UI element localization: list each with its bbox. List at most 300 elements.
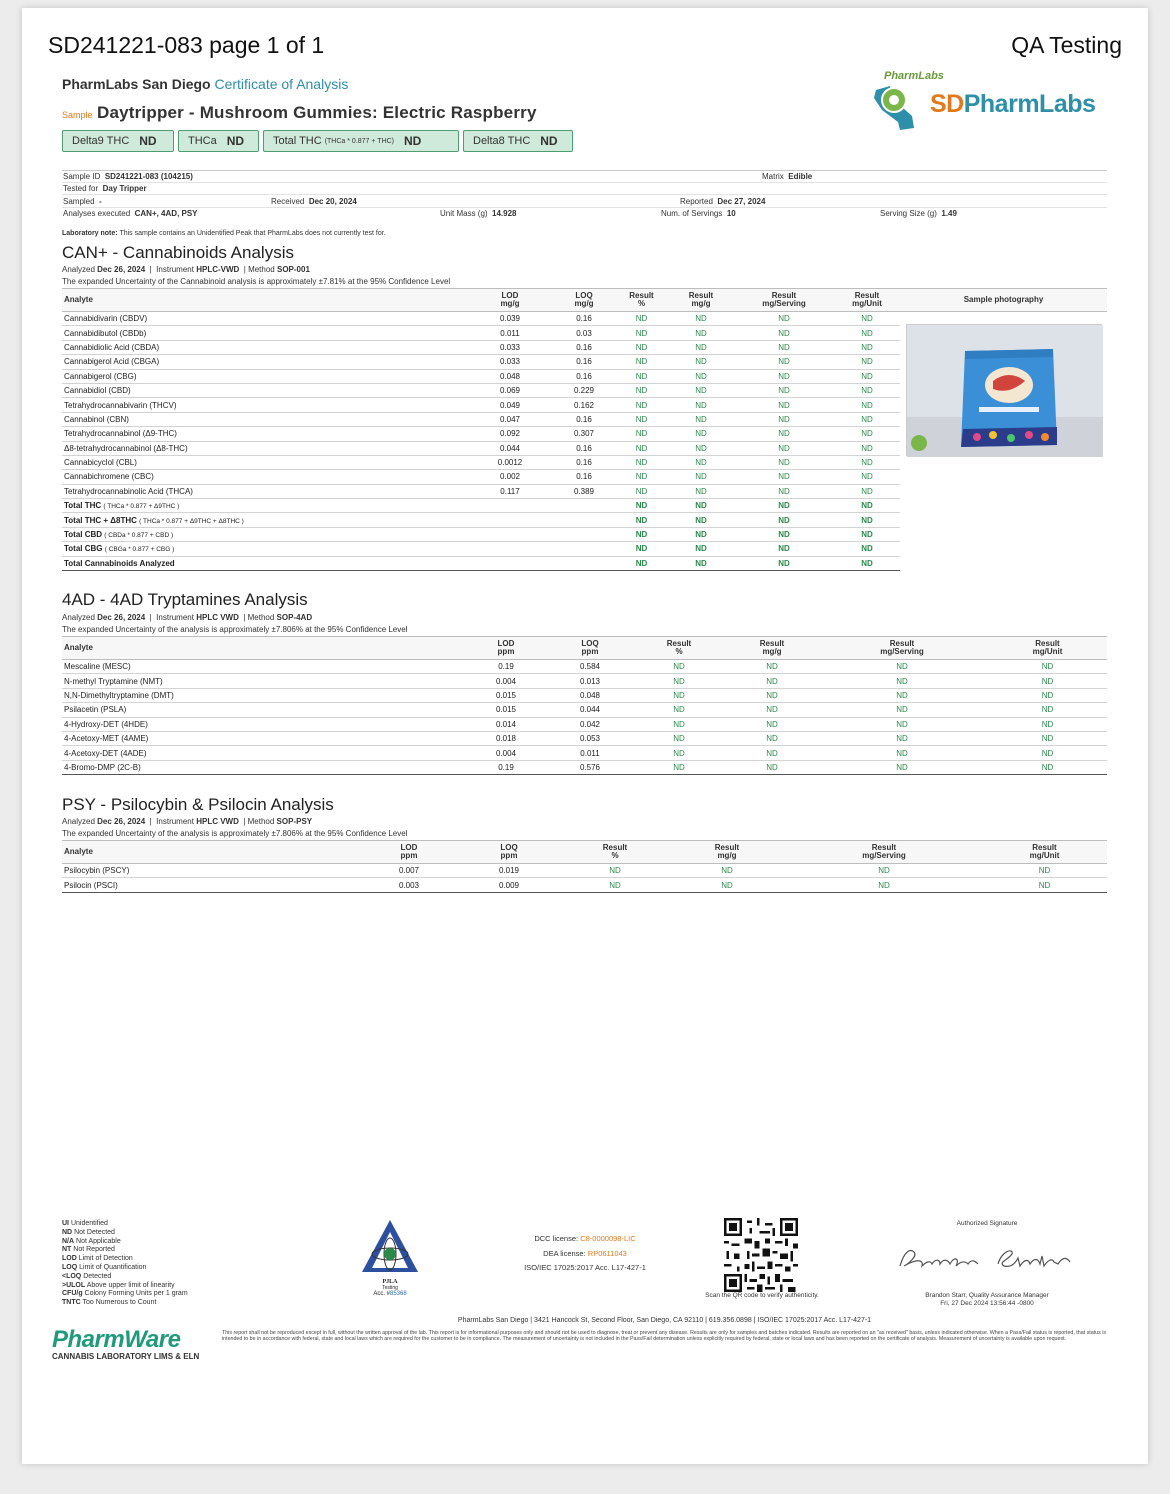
result-cell: ND xyxy=(668,542,734,556)
table-row xyxy=(62,674,1107,688)
meta-received: Received Dec 20, 2024 xyxy=(271,197,357,206)
result-cell: ND xyxy=(734,470,834,484)
legend-item: >ULOL Above upper limit of linearity xyxy=(62,1281,175,1289)
analyte-cell: Tetrahydrocannabivarin (THCV) xyxy=(62,398,467,412)
limit-cell: 0.019 xyxy=(456,864,562,878)
result-cell: ND xyxy=(615,470,668,484)
limit-cell: 0.014 xyxy=(462,717,550,731)
result-cell: ND xyxy=(668,484,734,498)
table-row xyxy=(62,731,1107,745)
limit-cell: 0.003 xyxy=(362,878,456,892)
psy-section-title: PSY - Psilocybin & Psilocin Analysis xyxy=(62,795,334,814)
analyte-cell: Δ8-tetrahydrocannabinol (Δ8-THC) xyxy=(62,441,467,455)
limit-cell: 0.16 xyxy=(553,355,615,369)
pjla-acc: Acc. #85368 xyxy=(373,1291,407,1297)
col-lod: LOD mg/g xyxy=(467,289,553,312)
meta-serving-size: Serving Size (g) 1.49 xyxy=(880,209,957,218)
result-cell: ND xyxy=(728,760,816,774)
result-cell: ND xyxy=(834,312,900,326)
col-result-mgg: Result mg/g xyxy=(668,841,786,864)
meta-matrix: Matrix Edible xyxy=(762,172,813,181)
limit-cell xyxy=(467,513,553,527)
limit-cell: 0.048 xyxy=(550,688,630,702)
result-cell: ND xyxy=(816,660,988,674)
result-cell: ND xyxy=(734,355,834,369)
result-cell: ND xyxy=(834,326,900,340)
table-row xyxy=(62,412,900,426)
verification-qr-code[interactable] xyxy=(724,1218,798,1292)
result-cell: ND xyxy=(615,326,668,340)
limit-cell: 0.162 xyxy=(553,398,615,412)
signature-title: Authorized Signature xyxy=(956,1220,1018,1227)
table-row xyxy=(62,513,900,527)
result-cell: ND xyxy=(988,674,1107,688)
result-cell: ND xyxy=(668,455,734,469)
analyte-cell: Tetrahydrocannabinol (Δ9-THC) xyxy=(62,427,467,441)
limit-cell: 0.018 xyxy=(462,731,550,745)
result-cell: ND xyxy=(734,369,834,383)
meta-reported: Reported Dec 27, 2024 xyxy=(680,197,766,206)
result-cell: ND xyxy=(734,326,834,340)
result-cell: ND xyxy=(668,556,734,570)
logo-sd: SD xyxy=(930,90,964,118)
analyte-cell: Cannabigerol Acid (CBGA) xyxy=(62,355,467,369)
abbreviation-legend xyxy=(62,1220,188,1308)
limit-cell: 0.004 xyxy=(462,746,550,760)
pill-label: Delta9 THC xyxy=(72,135,130,147)
col-result-mgs: Result mg/Serving xyxy=(816,637,988,660)
analyte-cell: 4-Bromo-DMP (2C-B) xyxy=(62,760,462,774)
limit-cell: 0.007 xyxy=(362,864,456,878)
psy-uncertainty: The expanded Uncertainty of the analysis is approximately ±7.806% at the 95% Confidence Level xyxy=(62,829,408,838)
logo-rest: PharmLabs xyxy=(963,90,1096,118)
result-cell: ND xyxy=(615,355,668,369)
sample-photo-header: Sample photography xyxy=(900,288,1107,312)
meta-sampled: Sampled - xyxy=(63,197,102,206)
result-cell: ND xyxy=(734,412,834,426)
col-result-mgu: Result mg/Unit xyxy=(834,289,900,312)
limit-cell: 0.069 xyxy=(467,383,553,397)
meta-divider xyxy=(62,207,1107,208)
limit-cell: 0.117 xyxy=(467,484,553,498)
result-cell: ND xyxy=(630,746,728,760)
can-analyzed-line: Analyzed Dec 26, 2024 | Instrument HPLC-VWD | Method SOP-001 xyxy=(62,265,310,274)
pill-value: ND xyxy=(139,134,157,148)
analyte-cell: Cannabidibutol (CBDb) xyxy=(62,326,467,340)
result-cell: ND xyxy=(615,312,668,326)
pjla-sub: Testing xyxy=(382,1285,398,1291)
limit-cell: 0.389 xyxy=(553,484,615,498)
result-cell: ND xyxy=(834,398,900,412)
ad-uncertainty: The expanded Uncertainty of the analysis is approximately ±7.806% at the 95% Confidence Level xyxy=(62,625,408,634)
result-cell: ND xyxy=(834,383,900,397)
limit-cell: 0.16 xyxy=(553,369,615,383)
col-result-mgu: Result mg/Unit xyxy=(982,841,1107,864)
table-row xyxy=(62,355,900,369)
analyte-cell: Cannabigerol (CBG) xyxy=(62,369,467,383)
table-row xyxy=(62,312,900,326)
table-row xyxy=(62,660,1107,674)
sample-photo xyxy=(906,324,1102,456)
analyte-cell: Cannabichromene (CBC) xyxy=(62,470,467,484)
result-cell: ND xyxy=(630,717,728,731)
result-cell: ND xyxy=(630,674,728,688)
legend-item: NT Not Reported xyxy=(62,1246,115,1254)
table-row xyxy=(62,499,900,513)
limit-cell: 0.229 xyxy=(553,383,615,397)
sdpharmlabs-logo xyxy=(868,70,1108,132)
pharmware-tagline: CANNABIS LABORATORY LIMS & ELN xyxy=(52,1352,200,1361)
result-cell: ND xyxy=(786,864,982,878)
result-cell: ND xyxy=(615,412,668,426)
coa-page xyxy=(22,8,1148,1464)
result-cell: ND xyxy=(988,731,1107,745)
result-cell: ND xyxy=(734,455,834,469)
meta-analyses: Analyses executed CAN+, 4AD, PSY xyxy=(63,209,198,218)
analyte-cell: N,N-Dimethyltryptamine (DMT) xyxy=(62,688,462,702)
result-cell: ND xyxy=(728,717,816,731)
limit-cell: 0.0012 xyxy=(467,455,553,469)
result-cell: ND xyxy=(615,499,668,513)
analyte-cell: N-methyl Tryptamine (NMT) xyxy=(62,674,462,688)
limit-cell xyxy=(553,556,615,570)
limit-cell: 0.16 xyxy=(553,470,615,484)
california-map-icon xyxy=(868,76,930,132)
result-cell: ND xyxy=(816,760,988,774)
result-cell: ND xyxy=(615,383,668,397)
col-lod: LOD ppm xyxy=(462,637,550,660)
pill-label: THCa xyxy=(188,135,217,147)
table-row xyxy=(62,717,1107,731)
result-cell: ND xyxy=(816,746,988,760)
can-uncertainty: The expanded Uncertainty of the Cannabinoid analysis is approximately ±7.81% at the 95% Confidence Level xyxy=(62,277,451,286)
result-cell: ND xyxy=(734,427,834,441)
table-row xyxy=(62,746,1107,760)
col-analyte: Analyte xyxy=(62,841,362,864)
sample-label: Sample xyxy=(62,110,93,120)
meta-unit-mass: Unit Mass (g) 14.928 xyxy=(440,209,517,218)
result-cell: ND xyxy=(834,355,900,369)
footer-disclaimer: This report shall not be reproduced except in full, without the written approval of the lab. This report is for informational purposes only and should not be used to diagnose, treat or prevent any disease. Results are only for samples and batches indicated. Results are reported on an "as received" basis, unless indicated otherwise. When a Pass/Fail status is reported, that status is intended to be in accordance with federal, state and local laws which are required for the customer to be in compliance. The measurement of uncertainty is not included in the Pass/Fail determination unless explicitly required by federal, state or local laws and has been reported on the certificate of analysis. Measurement of uncertainty is available upon request. xyxy=(222,1330,1107,1342)
analyte-cell: Total Cannabinoids Analyzed xyxy=(62,556,467,570)
sample-title xyxy=(62,103,537,123)
limit-cell: 0.053 xyxy=(550,731,630,745)
limit-cell: 0.009 xyxy=(456,878,562,892)
limit-cell: 0.03 xyxy=(553,326,615,340)
result-cell: ND xyxy=(615,398,668,412)
limit-cell: 0.584 xyxy=(550,660,630,674)
analyte-cell: 4-Acetoxy-MET (4AME) xyxy=(62,731,462,745)
psy-analyzed-line: Analyzed Dec 26, 2024 | Instrument HPLC VWD | Method SOP-PSY xyxy=(62,817,313,826)
iso-accreditation: ISO/IEC 17025:2017 Acc. L17-427-1 xyxy=(524,1263,646,1272)
analyte-cell: Psilocin (PSCI) xyxy=(62,878,362,892)
pill-thca xyxy=(178,130,259,152)
meta-divider xyxy=(62,170,1107,171)
pharmware-name: PharmWare xyxy=(52,1326,181,1353)
col-loq: LOQ ppm xyxy=(456,841,562,864)
analyte-cell: Cannabidiolic Acid (CBDA) xyxy=(62,340,467,354)
col-result-pct: Result % xyxy=(562,841,668,864)
footer-address: PharmLabs San Diego | 3421 Hancock St, Second Floor, San Diego, CA 92110 | 619.356.0898 | ISO/IEC 17025:2017 Acc. L17-427-1 xyxy=(457,1317,872,1324)
limit-cell: 0.576 xyxy=(550,760,630,774)
result-cell: ND xyxy=(630,731,728,745)
pill-value: ND xyxy=(404,134,422,148)
result-cell: ND xyxy=(615,513,668,527)
result-cell: ND xyxy=(982,864,1107,878)
col-result-pct: Result % xyxy=(615,289,668,312)
result-cell: ND xyxy=(734,484,834,498)
limit-cell: 0.015 xyxy=(462,703,550,717)
result-cell: ND xyxy=(562,878,668,892)
result-cell: ND xyxy=(834,499,900,513)
result-cell: ND xyxy=(834,527,900,541)
col-loq: LOQ ppm xyxy=(550,637,630,660)
meta-servings: Num. of Servings 10 xyxy=(661,209,736,218)
result-cell: ND xyxy=(728,660,816,674)
result-cell: ND xyxy=(816,674,988,688)
pjla-logo-icon xyxy=(358,1216,422,1278)
limit-cell: 0.16 xyxy=(553,340,615,354)
result-cell: ND xyxy=(982,878,1107,892)
limit-cell xyxy=(467,542,553,556)
result-cell: ND xyxy=(816,717,988,731)
result-cell: ND xyxy=(615,441,668,455)
table-row xyxy=(62,484,900,498)
legend-item: TNTC Too Numerous to Count xyxy=(62,1299,157,1307)
legend-item: N/A Not Applicable xyxy=(62,1237,121,1245)
col-result-mgu: Result mg/Unit xyxy=(988,637,1107,660)
signature-image xyxy=(894,1242,1080,1276)
analyte-cell: Psilacetin (PSLA) xyxy=(62,703,462,717)
table-row xyxy=(62,398,900,412)
limit-cell xyxy=(553,542,615,556)
table-row xyxy=(62,864,1107,878)
analyte-cell: Psilocybin (PSCY) xyxy=(62,864,362,878)
table-row xyxy=(62,340,900,354)
result-cell: ND xyxy=(668,513,734,527)
analyte-cell: Total THC + Δ8THC ( THCa * 0.877 + Δ9THC + Δ8THC ) xyxy=(62,513,467,527)
pjla-name: PJLA xyxy=(382,1279,398,1285)
result-cell: ND xyxy=(668,340,734,354)
result-cell: ND xyxy=(615,542,668,556)
limit-cell: 0.011 xyxy=(467,326,553,340)
result-cell: ND xyxy=(615,556,668,570)
table-row xyxy=(62,455,900,469)
result-cell: ND xyxy=(668,369,734,383)
result-cell: ND xyxy=(734,527,834,541)
signature-date: Fri, 27 Dec 2024 13:56:44 -0800 xyxy=(940,1299,1034,1307)
limit-cell: 0.19 xyxy=(462,760,550,774)
result-cell: ND xyxy=(728,731,816,745)
col-lod: LOD ppm xyxy=(362,841,456,864)
result-cell: ND xyxy=(630,688,728,702)
limit-cell: 0.044 xyxy=(467,441,553,455)
limit-cell: 0.16 xyxy=(553,312,615,326)
result-cell: ND xyxy=(734,556,834,570)
result-cell: ND xyxy=(734,383,834,397)
result-cell: ND xyxy=(734,499,834,513)
result-cell: ND xyxy=(728,674,816,688)
result-cell: ND xyxy=(668,864,786,878)
dcc-license: DCC license: C8-0000098-LIC xyxy=(534,1234,636,1243)
can-section-title: CAN+ - Cannabinoids Analysis xyxy=(62,243,294,262)
result-cell: ND xyxy=(988,760,1107,774)
limit-cell: 0.015 xyxy=(462,688,550,702)
limit-cell xyxy=(467,499,553,513)
analyte-cell: Cannabidiol (CBD) xyxy=(62,383,467,397)
result-cell: ND xyxy=(834,542,900,556)
signature-text xyxy=(894,1244,900,1245)
analyte-cell: Cannabicyclol (CBL) xyxy=(62,455,467,469)
result-cell: ND xyxy=(834,556,900,570)
lab-note: Laboratory note: This sample contains an Unidentified Peak that PharmLabs does not currently test for. xyxy=(62,230,386,237)
meta-tested-for: Tested for Day Tripper xyxy=(63,184,147,193)
result-cell: ND xyxy=(615,427,668,441)
result-cell: ND xyxy=(786,878,982,892)
table-row xyxy=(62,688,1107,702)
result-cell: ND xyxy=(668,878,786,892)
result-cell: ND xyxy=(728,746,816,760)
limit-cell: 0.049 xyxy=(467,398,553,412)
table-row xyxy=(62,878,1107,892)
result-cell: ND xyxy=(734,441,834,455)
result-cell: ND xyxy=(988,717,1107,731)
analyte-cell: Total THC ( THCa * 0.877 + Δ9THC ) xyxy=(62,499,467,513)
meta-sample-id: Sample ID SD241221-083 (104215) xyxy=(63,172,193,181)
legend-item: CFU/g Colony Forming Units per 1 gram xyxy=(62,1290,188,1298)
pill-delta8-thc xyxy=(463,130,573,152)
limit-cell: 0.039 xyxy=(467,312,553,326)
table-row xyxy=(62,703,1107,717)
result-cell: ND xyxy=(834,470,900,484)
licenses-block xyxy=(500,1232,670,1276)
analyte-cell: Total CBD ( CBDa * 0.877 + CBD ) xyxy=(62,527,467,541)
result-cell: ND xyxy=(834,427,900,441)
analyte-cell: Total CBG ( CBGa * 0.877 + CBG ) xyxy=(62,542,467,556)
analyte-cell: 4-Hydroxy-DET (4HDE) xyxy=(62,717,462,731)
result-cell: ND xyxy=(668,398,734,412)
legend-item: UI Unidentified xyxy=(62,1220,108,1227)
can-table xyxy=(62,288,900,571)
result-cell: ND xyxy=(668,326,734,340)
table-row xyxy=(62,760,1107,774)
result-cell: ND xyxy=(615,484,668,498)
pill-label: Delta8 THC xyxy=(473,135,531,147)
result-cell: ND xyxy=(630,760,728,774)
result-cell: ND xyxy=(834,484,900,498)
result-cell: ND xyxy=(630,660,728,674)
signatory-name: Brandon Starr, Quality Assurance Manager xyxy=(925,1292,1049,1299)
result-cell: ND xyxy=(668,499,734,513)
pill-label: Total THC xyxy=(273,135,322,147)
limit-cell xyxy=(553,527,615,541)
analyte-cell: 4-Acetoxy-DET (4ADE) xyxy=(62,746,462,760)
logo-top-text: PharmLabs xyxy=(884,70,944,82)
col-analyte: Analyte xyxy=(62,637,462,660)
result-cell: ND xyxy=(615,369,668,383)
result-cell: ND xyxy=(834,412,900,426)
result-cell: ND xyxy=(988,746,1107,760)
limit-cell: 0.19 xyxy=(462,660,550,674)
result-cell: ND xyxy=(816,703,988,717)
result-cell: ND xyxy=(816,731,988,745)
ad-table xyxy=(62,636,1107,775)
result-cell: ND xyxy=(668,312,734,326)
result-cell: ND xyxy=(834,513,900,527)
limit-cell xyxy=(553,499,615,513)
result-cell: ND xyxy=(988,703,1107,717)
product-bag-image xyxy=(907,325,1103,457)
result-cell: ND xyxy=(728,703,816,717)
col-result-mgg: Result mg/g xyxy=(728,637,816,660)
pill-delta9-thc xyxy=(62,130,174,152)
table-row xyxy=(62,470,900,484)
meta-divider xyxy=(62,194,1107,195)
result-cell: ND xyxy=(734,513,834,527)
limit-cell xyxy=(467,527,553,541)
document-id: SD241221-083 page 1 of 1 xyxy=(48,32,325,58)
result-cell: ND xyxy=(668,441,734,455)
result-cell: ND xyxy=(734,398,834,412)
col-result-mgs: Result mg/Serving xyxy=(734,289,834,312)
limit-cell: 0.013 xyxy=(550,674,630,688)
col-result-pct: Result % xyxy=(630,637,728,660)
logo-wordmark xyxy=(930,90,1095,119)
table-row xyxy=(62,427,900,441)
col-analyte: Analyte xyxy=(62,289,467,312)
limit-cell: 0.033 xyxy=(467,340,553,354)
document-right-label: QA Testing xyxy=(1011,32,1122,58)
ad-section-title: 4AD - 4AD Tryptamines Analysis xyxy=(62,590,308,609)
limit-cell: 0.307 xyxy=(553,427,615,441)
lab-name: PharmLabs San Diego xyxy=(62,76,211,92)
limit-cell: 0.044 xyxy=(550,703,630,717)
pill-value: ND xyxy=(540,134,558,148)
result-cell: ND xyxy=(615,455,668,469)
result-cell: ND xyxy=(668,355,734,369)
limit-cell: 0.16 xyxy=(553,412,615,426)
legend-item: <LOQ Detected xyxy=(62,1272,112,1280)
limit-cell: 0.16 xyxy=(553,441,615,455)
dea-license: DEA license: RP0611043 xyxy=(543,1248,627,1258)
limit-cell xyxy=(467,556,553,570)
col-result-mgg: Result mg/g xyxy=(668,289,734,312)
result-cell: ND xyxy=(615,527,668,541)
analyte-cell: Mescaline (MESC) xyxy=(62,660,462,674)
table-row xyxy=(62,369,900,383)
result-cell: ND xyxy=(988,660,1107,674)
result-cell: ND xyxy=(834,369,900,383)
psy-table xyxy=(62,840,1107,893)
result-cell: ND xyxy=(668,412,734,426)
result-cell: ND xyxy=(834,441,900,455)
limit-cell: 0.047 xyxy=(467,412,553,426)
signatory-block xyxy=(882,1292,1092,1307)
result-cell: ND xyxy=(734,340,834,354)
table-row xyxy=(62,542,900,556)
legend-item: ND Not Detected xyxy=(62,1228,115,1236)
result-cell: ND xyxy=(988,688,1107,702)
table-row xyxy=(62,441,900,455)
handwritten-signature xyxy=(894,1242,1080,1282)
legend-item: LOQ Limit of Quantification xyxy=(62,1263,147,1271)
result-cell: ND xyxy=(668,470,734,484)
limit-cell: 0.048 xyxy=(467,369,553,383)
limit-cell: 0.092 xyxy=(467,427,553,441)
pill-value: ND xyxy=(226,134,245,148)
result-cell: ND xyxy=(834,455,900,469)
limit-cell: 0.002 xyxy=(467,470,553,484)
